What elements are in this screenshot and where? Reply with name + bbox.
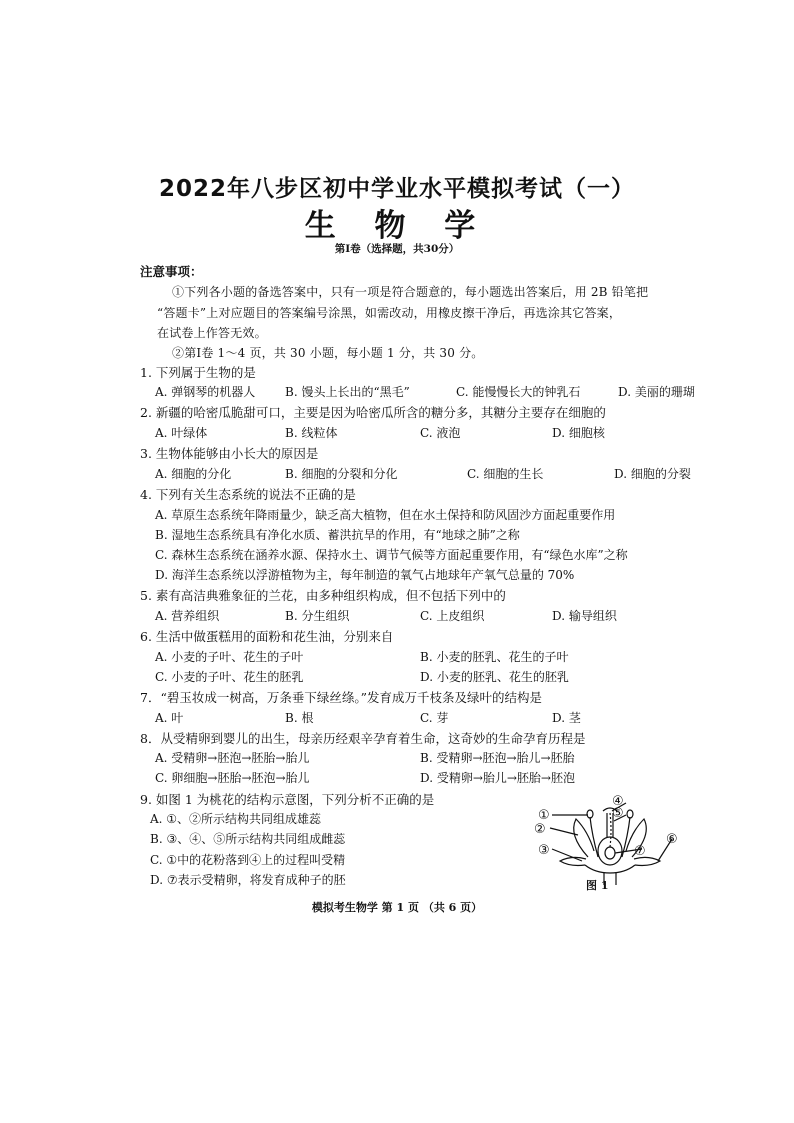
q3-option-d: D. 细胞的分裂 [614,467,691,481]
q5-option-b: B. 分生组织 [285,609,350,623]
section-title: 第Ⅰ卷（选择题，共30分） [334,243,460,255]
q1-option-d: D. 美丽的珊瑚 [618,385,695,399]
q6-option-d: D. 小麦的胚乳、花生的胚乳 [420,670,569,684]
question-7: 7．“碧玉妆成一树高，万条垂下绿丝绦。”发育成万千枝条及绿叶的结构是 [140,690,542,705]
notice-line-2: “答题卡”上对应题目的答案编号涂黑，如需改动，用橡皮擦干净后，再选涂其它答案， [157,306,622,320]
q4-option-d: D. 海洋生态系统以浮游植物为主，每年制造的氧气占地球年产氧气总量的 70% [155,568,575,582]
figure-label-4: ④ [612,794,624,809]
q8-option-a: A. 受精卵→胚泡→胚胎→胎儿 [155,751,310,765]
notice-line-4: ②第Ⅰ卷 1～4 页，共 30 小题，每小题 1 分，共 30 分。 [172,346,484,360]
q7-option-b: B. 根 [285,711,314,725]
q4-option-a: A. 草原生态系统年降雨量少，缺乏高大植物，但在水土保持和防风固沙方面起重要作用 [155,508,616,522]
q9-option-b: B. ③、④、⑤所示结构共同组成雌蕊 [150,832,346,846]
subject-title: 生 物 学 [304,208,490,244]
q6-option-b: B. 小麦的胚乳、花生的子叶 [420,650,569,664]
q1-option-a: A. 弹钢琴的机器人 [155,385,256,399]
figure-label-5: ⑤ [612,806,624,821]
q2-option-a: A. 叶绿体 [155,426,208,440]
q9-option-a: A. ①、②所示结构共同组成雄蕊 [150,812,322,826]
notice-line-1: ①下列各小题的备选答案中，只有一项是符合题意的，每小题选出答案后，用 2B 铅笔把 [172,285,649,299]
question-6: 6. 生活中做蛋糕用的面粉和花生油，分别来自 [140,629,394,644]
q8-option-c: C. 卵细胞→胚胎→胚泡→胎儿 [155,771,310,785]
question-8: 8．从受精卵到婴儿的出生，母亲历经艰辛孕育着生命，这奇妙的生命孕育历程是 [140,731,586,746]
q7-option-a: A. 叶 [155,711,184,725]
question-2: 2. 新疆的哈密瓜脆甜可口，主要是因为哈密瓜所含的糖分多，其糖分主要存在细胞的 [140,405,606,420]
q8-option-b: B. 受精卵→胚泡→胎儿→胚胎 [420,751,575,765]
q2-option-b: B. 线粒体 [285,426,338,440]
q2-option-c: C. 液泡 [420,426,461,440]
q9-option-c: C. ①中的花粉落到④上的过程叫受精 [150,853,346,867]
figure-label-6: ⑥ [666,832,678,847]
q1-option-b: B. 馒头上长出的“黑毛” [285,385,410,399]
q2-option-d: D. 细胞核 [552,426,605,440]
q6-option-a: A. 小麦的子叶、花生的子叶 [155,650,304,664]
notice-heading: 注意事项： [140,264,203,279]
exam-title: 2022年八步区初中学业水平模拟考试（一） [158,176,635,202]
q3-option-a: A. 细胞的分化 [155,467,232,481]
question-4: 4. 下列有关生态系统的说法不正确的是 [140,487,356,502]
notice-line-3: 在试卷上作答无效。 [157,326,267,340]
q5-option-c: C. 上皮组织 [420,609,485,623]
q3-option-c: C. 细胞的生长 [467,467,544,481]
figure-label-2: ② [534,822,546,837]
question-3: 3. 生物体能够由小长大的原因是 [140,446,319,461]
figure-label-1: ① [538,808,550,823]
page-footer: 模拟考生物学 第 1 页 （共 6 页） [311,901,483,914]
figure-label-7: ⑦ [634,844,646,859]
question-1: 1. 下列属于生物的是 [140,365,256,380]
figure-caption: 图 1 [586,879,609,892]
q7-option-c: C. 芽 [420,711,449,725]
q1-option-c: C. 能慢慢长大的钟乳石 [456,385,581,399]
q4-option-b: B. 湿地生态系统具有净化水质、蓄洪抗旱的作用，有“地球之肺”之称 [155,528,520,542]
q5-option-d: D. 输导组织 [552,609,617,623]
q8-option-d: D. 受精卵→胎儿→胚胎→胚泡 [420,771,575,785]
question-9: 9. 如图 1 为桃花的结构示意图，下列分析不正确的是 [140,792,435,807]
q3-option-b: B. 细胞的分裂和分化 [285,467,398,481]
q9-option-d: D. ⑦表示受精卵，将发育成种子的胚 [150,873,346,887]
q4-option-c: C. 森林生态系统在涵养水源、保持水土、调节气候等方面起重要作用，有“绿色水库”之称 [155,548,628,562]
figure-label-3: ③ [538,843,550,858]
question-5: 5. 素有高洁典雅象征的兰花，由多种组织构成，但不包括下列中的 [140,588,506,603]
q6-option-c: C. 小麦的子叶、花生的胚乳 [155,670,304,684]
q7-option-d: D. 茎 [552,711,581,725]
q5-option-a: A. 营养组织 [155,609,220,623]
